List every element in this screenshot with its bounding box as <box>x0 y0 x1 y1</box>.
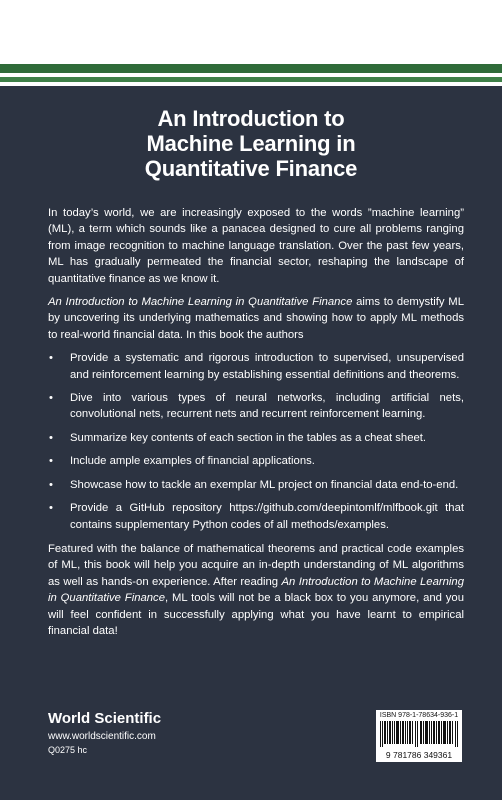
book-title <box>0 106 502 181</box>
closing-text-b: , ML tools will not be a black box to you anymore, and you will feel confident in successfully applying what you have learnt to empirical financial data! <box>48 592 464 637</box>
bullet-icon: • <box>49 455 53 468</box>
isbn-label: ISBN 978-1-78634-936-1 <box>379 712 459 719</box>
publisher-block <box>48 710 161 756</box>
title-line-3: Quantitative Finance <box>144 156 358 181</box>
list-item <box>48 500 464 533</box>
aim-text: aims to demystify ML by uncovering its underlying mathematics and showing how to apply ML methods to real-world financial data. In this book the authors <box>48 296 464 341</box>
isbn-number: 9 781786 349361 <box>385 750 453 760</box>
closing-paragraph <box>48 541 464 639</box>
bullet-icon: • <box>49 502 53 515</box>
publisher-name: World Scientific <box>48 710 162 727</box>
list-item <box>48 453 464 469</box>
publisher-url: www.worldscientific.com <box>48 731 156 742</box>
list-item-text: Showcase how to tackle an exemplar ML project on financial data end-to-end. <box>70 478 459 491</box>
title-line-1: An Introduction to <box>157 106 345 131</box>
product-code: Q0275 hc <box>48 745 88 755</box>
closing-text-a: Featured with the balance of mathematical theorems and practical code examples of ML, this book will help you acquire an in-depth understanding of ML algorithms as well as hands-on experience. After reading <box>48 542 464 588</box>
barcode-bars-icon <box>380 721 458 747</box>
list-item <box>48 430 464 446</box>
list-item <box>48 477 464 493</box>
list-item <box>48 350 464 383</box>
isbn-barcode <box>376 710 462 762</box>
list-item-text: Provide a systematic and rigorous introduction to supervised, unsupervised and reinforcement learning by establishing essential definitions and theorems. <box>70 352 464 381</box>
list-item-text: Provide a GitHub repository https://github.com/deepintomlf/mlfbook.git that contains supplementary Python codes of all methods/examples. <box>70 502 464 531</box>
back-cover <box>0 86 502 800</box>
bullet-icon: • <box>49 392 53 405</box>
feature-list <box>48 350 464 533</box>
list-item-text: Summarize key contents of each section in the tables as a cheat sheet. <box>70 431 427 444</box>
green-stripe-top <box>0 64 502 73</box>
blurb <box>48 205 464 646</box>
aim-paragraph <box>48 294 464 343</box>
intro-paragraph: In today’s world, we are increasingly exposed to the words ”machine learning” (ML), a term which sounds like a panacea designed to cure all problems ranging from image recognition to machine language translation. Over the past few years, ML has gradually permeated the financial sector, reshaping the landscape of quantitative finance as we know it. <box>48 207 464 285</box>
top-white-band <box>0 0 502 64</box>
list-item-text: Include ample examples of financial applications. <box>70 455 315 468</box>
list-item <box>48 390 464 423</box>
closing-book-title: An Introduction to Machine Learning in Quantitative Finance <box>48 575 464 605</box>
aim-book-title: An Introduction to Machine Learning in Quantitative Finance <box>48 296 353 309</box>
title-line-2: Machine Learning in <box>146 131 356 156</box>
bullet-icon: • <box>49 478 53 491</box>
list-item-text: Dive into various types of neural networks, including artificial nets, convolutional nets, recurrent nets and recurrent reinforcement learning. <box>70 392 464 421</box>
bullet-icon: • <box>49 431 53 444</box>
bullet-icon: • <box>49 352 53 365</box>
